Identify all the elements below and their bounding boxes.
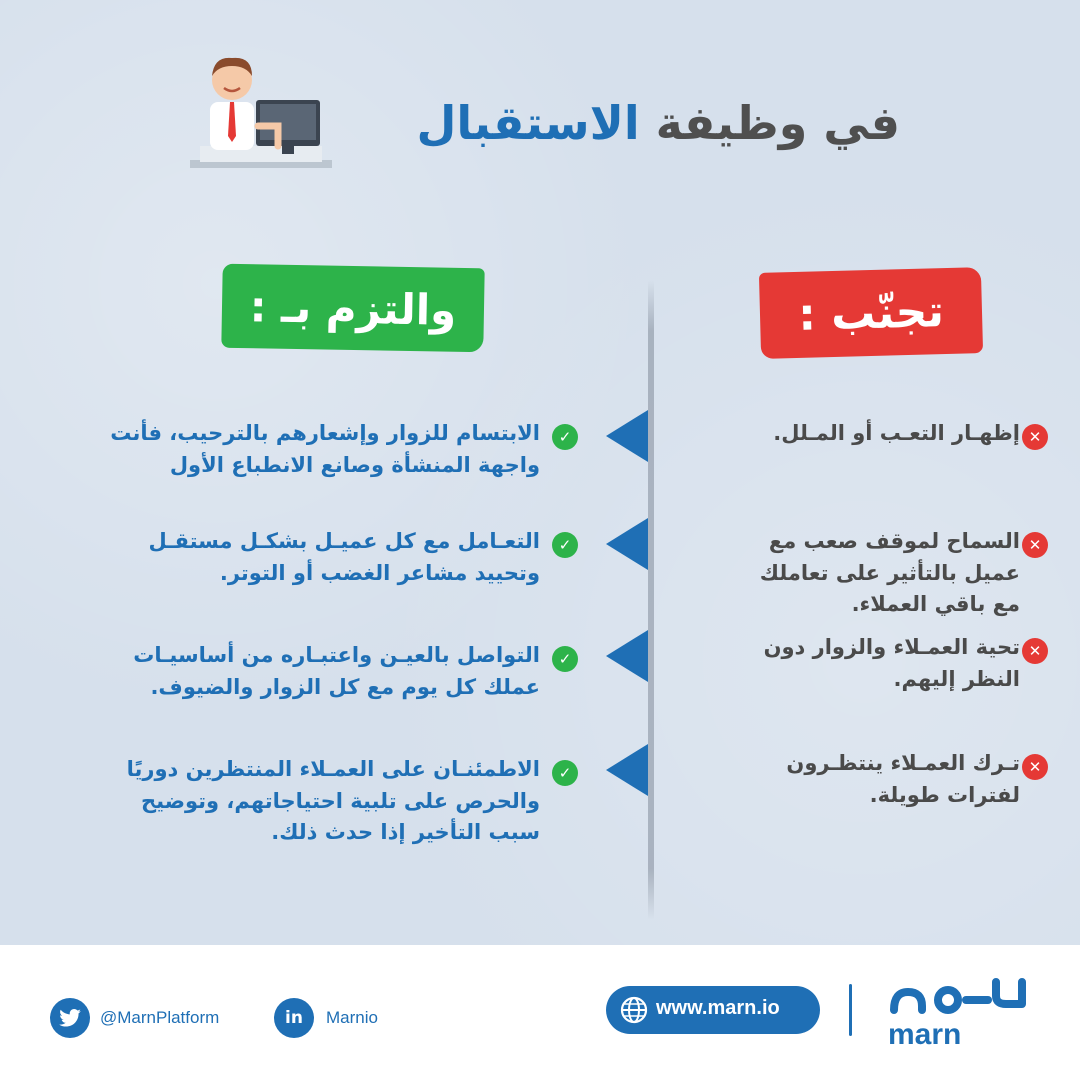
x-icon: ✕ — [1022, 424, 1048, 450]
linkedin-name[interactable]: Marnio — [326, 1008, 378, 1027]
avoid-item: إظهـار التعـب أو المـلل. — [773, 421, 1020, 445]
commit-item: التواصل بالعيـن واعتبـاره من أساسيـات عملك كل يوم مع كل الزوار والضيوف. — [133, 643, 540, 699]
check-icon: ✓ — [552, 532, 578, 558]
title-accent: الاستقبال — [416, 96, 640, 150]
center-divider — [648, 280, 654, 920]
page-title — [340, 96, 900, 150]
commit-heading: والتزم بـ : — [249, 281, 457, 335]
commit-item: الابتسام للزوار وإشعارهم بالترحيب، فأنت واجهة المنشأة وصانع الانطباع الأول — [110, 421, 540, 477]
x-icon: ✕ — [1022, 754, 1048, 780]
twitter-icon[interactable] — [50, 998, 90, 1038]
avoid-item: السماح لموقف صعب مع عميل بالتأثير على تعاملك مع باقي العملاء. — [759, 529, 1020, 616]
marn-logo — [888, 972, 1028, 1018]
pointer-arrow — [606, 744, 648, 796]
commit-heading-badge — [221, 264, 484, 353]
receptionist-illustration — [190, 48, 332, 178]
x-icon: ✕ — [1022, 532, 1048, 558]
check-icon: ✓ — [552, 424, 578, 450]
title-prefix: في وظيفة — [655, 96, 900, 150]
check-icon: ✓ — [552, 760, 578, 786]
pointer-arrow — [606, 410, 648, 462]
avoid-item: تحية العمـلاء والزوار دون النظر إليهم. — [763, 635, 1020, 691]
avoid-heading: تجنّب : — [797, 285, 945, 341]
footer-separator — [849, 984, 852, 1036]
website-link[interactable]: www.marn.io — [656, 997, 780, 1019]
logo-wordmark: marn — [888, 1018, 962, 1051]
avoid-heading-badge — [759, 267, 983, 359]
linkedin-icon[interactable]: in — [274, 998, 314, 1038]
twitter-handle[interactable]: @MarnPlatform — [100, 1008, 220, 1027]
pointer-arrow — [606, 630, 648, 682]
check-icon: ✓ — [552, 646, 578, 672]
pointer-arrow — [606, 518, 648, 570]
commit-item: الاطمئنـان على العمـلاء المنتظرين دوريًا والحرص على تلبية احتياجاتهم، وتوضيح سبب التأخير إذا حدث ذلك. — [126, 757, 540, 844]
globe-icon — [620, 996, 648, 1024]
avoid-item: تـرك العمـلاء ينتظـرون لفترات طويلة. — [786, 751, 1020, 807]
commit-item: التعـامل مع كل عميـل بشكـل مستقـل وتحييد مشاعر الغضب أو التوتر. — [148, 529, 540, 585]
x-icon: ✕ — [1022, 638, 1048, 664]
